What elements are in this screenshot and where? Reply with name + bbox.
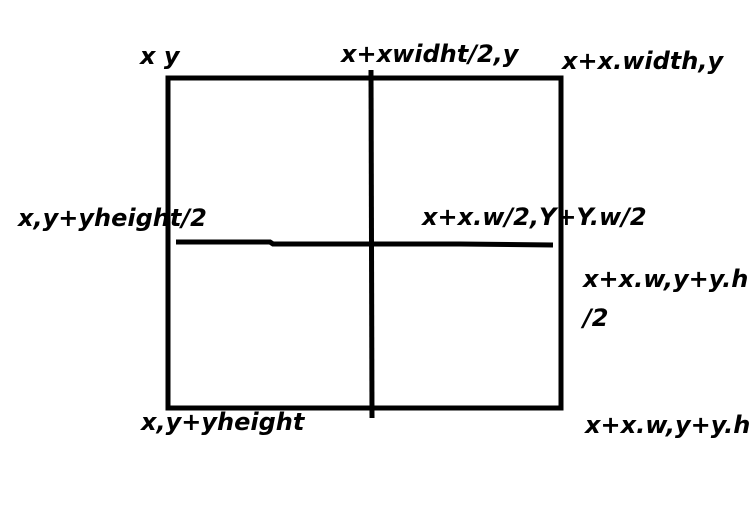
label-center: x+x.w/2,Y+Y.w/2 [422, 203, 647, 231]
label-top-left: x y [140, 42, 180, 70]
horizontal-divider [176, 242, 553, 245]
label-middle-right-line1: x+x.w,y+y.h [583, 265, 749, 293]
label-top-middle: x+xwidht/2,y [341, 40, 519, 68]
label-bottom-right: x+x.w,y+y.h [585, 411, 750, 439]
label-bottom-left: x,y+yheight [141, 408, 305, 436]
label-middle-left: x,y+yheight/2 [18, 204, 207, 232]
label-top-right: x+x.width,y [562, 47, 724, 75]
label-middle-right-line2: /2 [583, 304, 609, 332]
